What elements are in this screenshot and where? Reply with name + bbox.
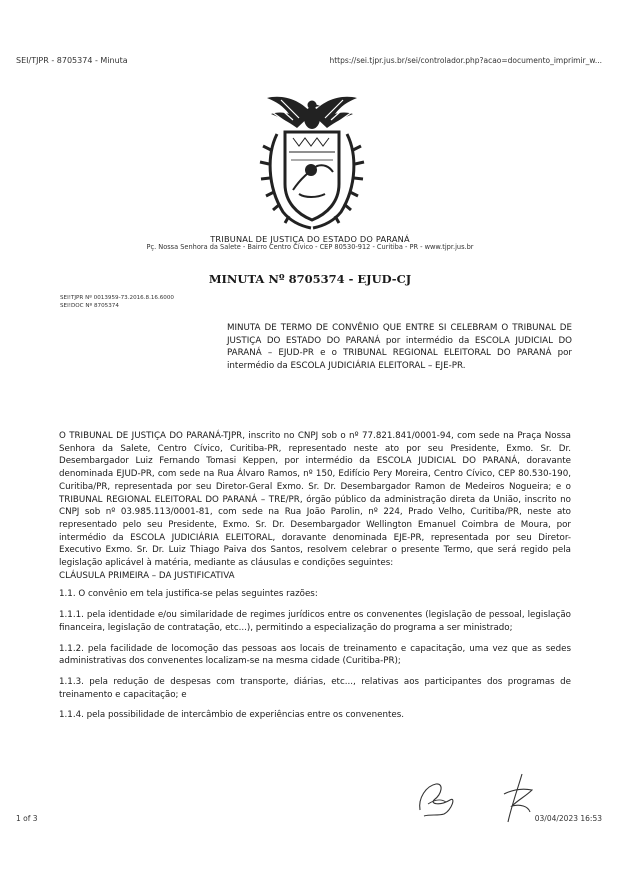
document-title: MINUTA Nº 8705374 - EJUD-CJ xyxy=(208,272,412,286)
institution-address: Pç. Nossa Senhora da Salete - Bairro Centro Cívico - CEP 80530-912 - Curitiba - PR - www.tjpr.jus.br xyxy=(146,243,474,251)
clause-item: 1.1. O convênio em tela justifica-se pelas seguintes razões: xyxy=(59,589,318,600)
print-header-left: SEI/TJPR - 8705374 - Minuta xyxy=(16,56,128,65)
page-number: 1 of 3 xyxy=(16,814,38,823)
preamble-paragraph: O TRIBUNAL DE JUSTIÇA DO PARANÁ-TJPR, inscrito no CNPJ sob o nº 77.821.841/0001-94, com sede na Praça Nossa Senhora da Salete, Centro Cívico, Curitiba-PR, representado neste ato por seu Presidente, Exmo. Sr. Dr. Desembargador Luiz Fernando Tomasi Keppen, por intermédio da ESCOLA JUDICIAL DO PARANÁ, doravante denominada EJUD-PR, com sede na Rua Álvaro Ramos, nº 150, Edifício Pery Moreira, Centro Cívico, CEP 80.530-190, Curitiba/PR, representada por seu Diretor-Geral Exmo. Sr. Dr. Desembargador Ramon de Medeiros Nogueira; e o TRIBUNAL REGIONAL ELEITORAL DO PARANÁ – TRE/PR, órgão público da administração direta da União, inscrito no CNPJ sob nº 03.985.113/0001-81, com sede na Rua João Parolin, nº 224, Prado Velho, Curitiba/PR, neste ato representado pelo seu Presidente, Exmo. Sr. Dr. Desembargador Wellington Emanuel Coimbra de Moura, por intermédio da ESCOLA JUDICIÁRIA ELEITORAL, doravante denominada EJE-PR, representada por seu Diretor-Executivo Exmo. Sr. Dr. Luiz Thiago Paiva dos Santos, resolvem celebrar o presente Termo, que será regido pela legislação aplicável à matéria, mediante as cláusulas e condições seguintes: xyxy=(59,431,571,569)
state-coat-of-arms-icon xyxy=(253,94,371,234)
document-body xyxy=(59,430,571,730)
document-number: SEI!DOC Nº 8705374 xyxy=(60,303,119,309)
document-metadata xyxy=(60,294,174,310)
process-number: SEI!TJPR Nº 0013959-73.2016.8.16.6000 xyxy=(60,295,174,301)
institution-title: TRIBUNAL DE JUSTIÇA DO ESTADO DO PARANÁ xyxy=(210,234,410,244)
print-datetime: 03/04/2023 16:53 xyxy=(534,814,602,823)
clause-item: 1.1.2. pela facilidade de locomoção das pessoas aos locais de treinamento e capacitação, uma vez que as sedes administrativas dos convenentes localizam-se na mesma cidade (Curitiba-PR); xyxy=(59,643,571,667)
clause-item: 1.1.1. pela identidade e/ou similaridade de regimes jurídicos entre os convenentes (legislação de pessoal, legislação financeira, legislação de contratação, etc...), permitindo a especialização do programa a ser ministrado; xyxy=(59,610,571,633)
clause-item: 1.1.3. pela redução de despesas com transporte, diárias, etc..., relativas aos participantes dos programas de treinamento e capacitação; e xyxy=(59,676,571,700)
clause-item: 1.1.4. pela possibilidade de intercâmbio de experiências entre os convenentes. xyxy=(59,710,405,721)
clause-heading: CLÁUSULA PRIMEIRA – DA JUSTIFICATIVA xyxy=(59,570,235,581)
document-summary: MINUTA DE TERMO DE CONVÊNIO QUE ENTRE SI CELEBRAM O TRIBUNAL DE JUSTIÇA DO ESTADO DO PARANÁ por intermédio da ESCOLA JUDICIAL DO PARANÁ – EJUD-PR e o TRIBUNAL REGIONAL ELEITORAL DO PARANÁ por intermédio da ESCOLA JUDICIÁRIA ELEITORAL – EJE-PR. xyxy=(227,323,572,371)
print-header-url: https://sei.tjpr.jus.br/sei/controlador.php?acao=documento_imprimir_w... xyxy=(329,56,602,65)
